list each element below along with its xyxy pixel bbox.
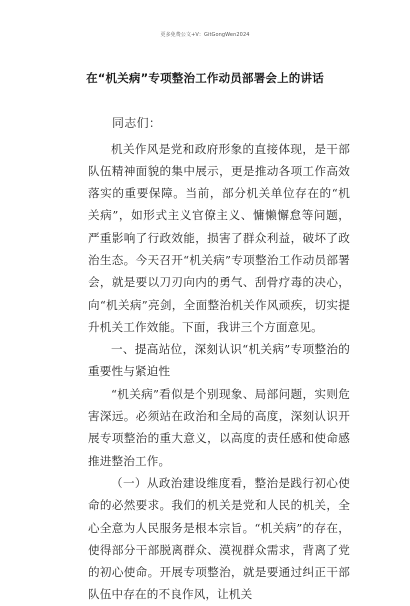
salutation: 同志们： <box>112 116 162 130</box>
header-note: 更多免费公文+V：GitGongWen2024 <box>160 32 250 38</box>
section-heading-1: 一、提高站位，深刻认识“机关病”专项整治的重要性与紧迫性 <box>88 342 350 379</box>
paragraph-subsection-1: （一）从政治建设维度看，整治是践行初心使命的必然要求。我们的机关是党和人民的机关，全心全意为人民服务是根本宗旨。“机关病”的存在，使得部分干部脱离群众、漠视群众需求，背离了党的初心使命。开展专项整治，就是要通过纠正干部队伍中存在的不良作风，让机关 <box>88 475 350 602</box>
paragraph-intro: 机关作风是党和政府形象的直接体现，是干部队伍精神面貌的集中展示，更是推动各项工作高效落实的重要保障。当前，部分机关单位存在的“机关病”，如形式主义官僚主义、慵懒懈怠等问题，严重影响了行政效能，损害了群众利益，破坏了政治生态。今天召开“机关病”专项整治工作动员部署会，就是要以刀刃向内的勇气、刮骨疗毒的决心，向“机关病”亮剑，全面整治机关作风顽疾，切实提升机关工作效能。下面，我讲三个方面意见。 <box>88 141 350 334</box>
paragraph-section-1-intro: “机关病”看似是个别现象、局部问题，实则危害深远。必须站在政治和全局的高度，深刻认识开展专项整治的重大意义，以高度的责任感和使命感推进整治工作。 <box>88 386 350 468</box>
document-title: 在“机关病”专项整治工作动员部署会上的讲话 <box>86 71 324 85</box>
document-body <box>88 112 350 606</box>
